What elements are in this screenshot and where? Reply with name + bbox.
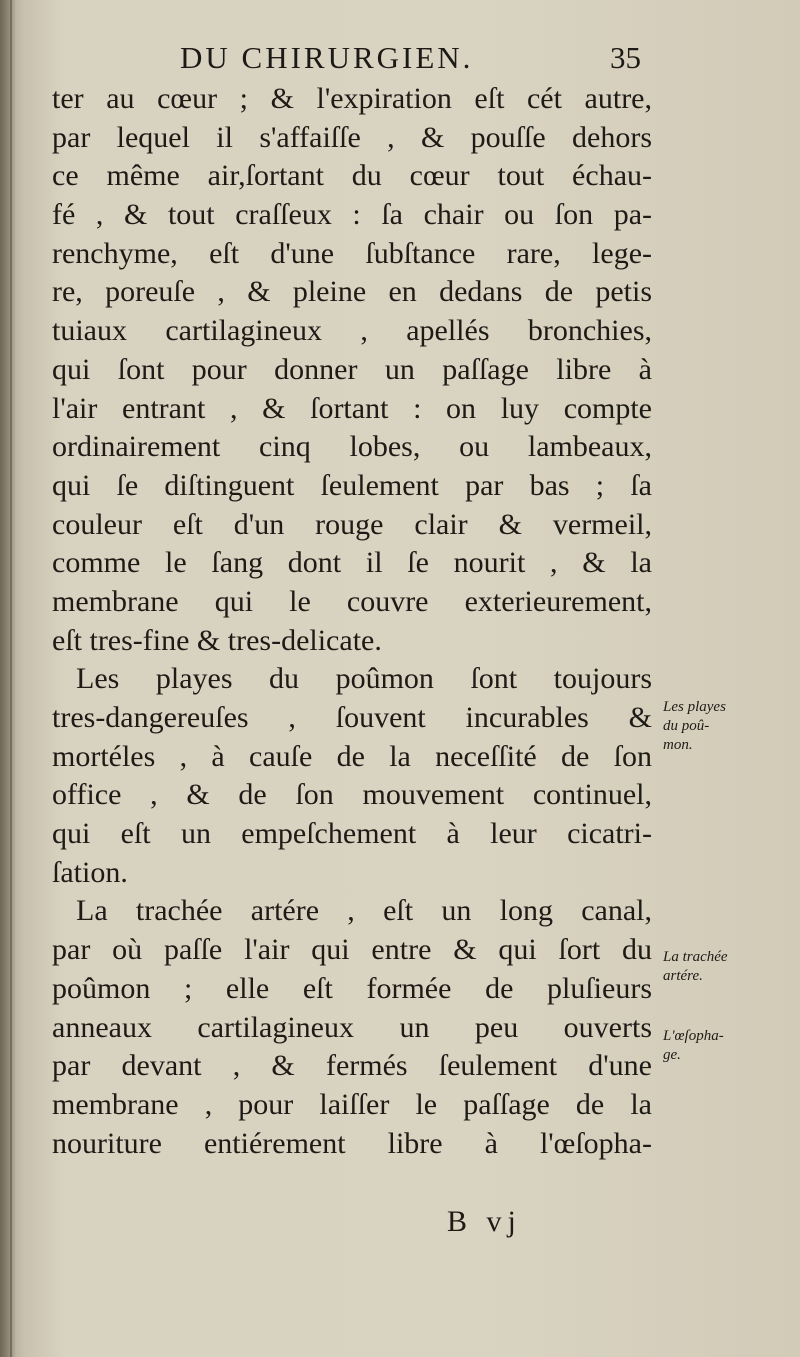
margin-note-trachee (663, 948, 773, 986)
text-line: membrane qui le couvre exterieurement, (52, 584, 652, 618)
margin-note-playes (663, 698, 773, 755)
margin-note-line: La trachée (663, 949, 728, 965)
text-line: par devant , & fermés ſeulement d'une (52, 1049, 652, 1083)
signature-mark: B vj (447, 1205, 522, 1238)
text-line: couleur eſt d'un rouge clair & vermeil, (52, 507, 652, 541)
margin-note-line: Les playes (663, 699, 726, 715)
text-line: l'air entrant , & ſortant : on luy compte (52, 391, 652, 425)
body-text (52, 80, 652, 1163)
text-line: mortéles , à cauſe de la neceſſité de ſon (52, 739, 652, 773)
text-line: anneaux cartilagineux un peu ouverts (52, 1010, 652, 1044)
text-line: tuiaux cartilagineux , apellés bronchies, (52, 314, 652, 348)
text-line: fé , & tout craſſeux : ſa chair ou ſon pa- (52, 198, 652, 232)
text-line: renchyme, eſt d'une ſubſtance rare, lege- (52, 236, 652, 270)
text-line: re, poreuſe , & pleine en dedans de petis (52, 275, 652, 309)
text-line: office , & de ſon mouvement continuel, (52, 778, 652, 812)
text-line: tres-dangereuſes , ſouvent incurables & (52, 701, 652, 734)
margin-note-line: L'œſopha- (663, 1028, 724, 1044)
text-line: par lequel il s'affaiſſe , & pouſſe dehors (52, 120, 652, 154)
text-line: eſt tres-fine & tres-delicate. (52, 623, 382, 657)
text-line: ce même air,ſortant du cœur tout échau- (52, 159, 652, 193)
paragraph-start-line: La trachée artére , eſt un long canal, (76, 894, 652, 928)
text-line: qui ſont pour donner un paſſage libre à (52, 352, 652, 386)
text-line: ordinairement cinq lobes, ou lambeaux, (52, 430, 652, 464)
running-head: DU CHIRURGIEN. (180, 40, 474, 75)
paragraph-start-line: Les playes du poûmon ſont toujours (76, 662, 652, 696)
text-line: nouriture entiérement libre à l'œſopha- (52, 1126, 652, 1160)
text-line: par où paſſe l'air qui entre & qui ſort du (52, 933, 652, 967)
text-line: comme le ſang dont il ſe nourit , & la (52, 546, 652, 580)
margin-note-line: artére. (663, 968, 703, 984)
page-number: 35 (610, 40, 641, 75)
margin-note-line: ge. (663, 1047, 681, 1063)
margin-note-line: du poû- (663, 718, 710, 734)
text-line: ſation. (52, 855, 128, 889)
text-line: qui ſe diſtinguent ſeulement par bas ; ſa (52, 468, 652, 502)
text-line: membrane , pour laiſſer le paſſage de la (52, 1087, 652, 1121)
margin-note-line: mon. (663, 737, 693, 753)
text-line: ter au cœur ; & l'expiration eſt cét autre, (52, 82, 652, 115)
text-line: poûmon ; elle eſt formée de pluſieurs (52, 971, 652, 1005)
text-line: qui eſt un empeſchement à leur cicatri- (52, 817, 652, 851)
margin-note-oesophage (663, 1027, 773, 1065)
